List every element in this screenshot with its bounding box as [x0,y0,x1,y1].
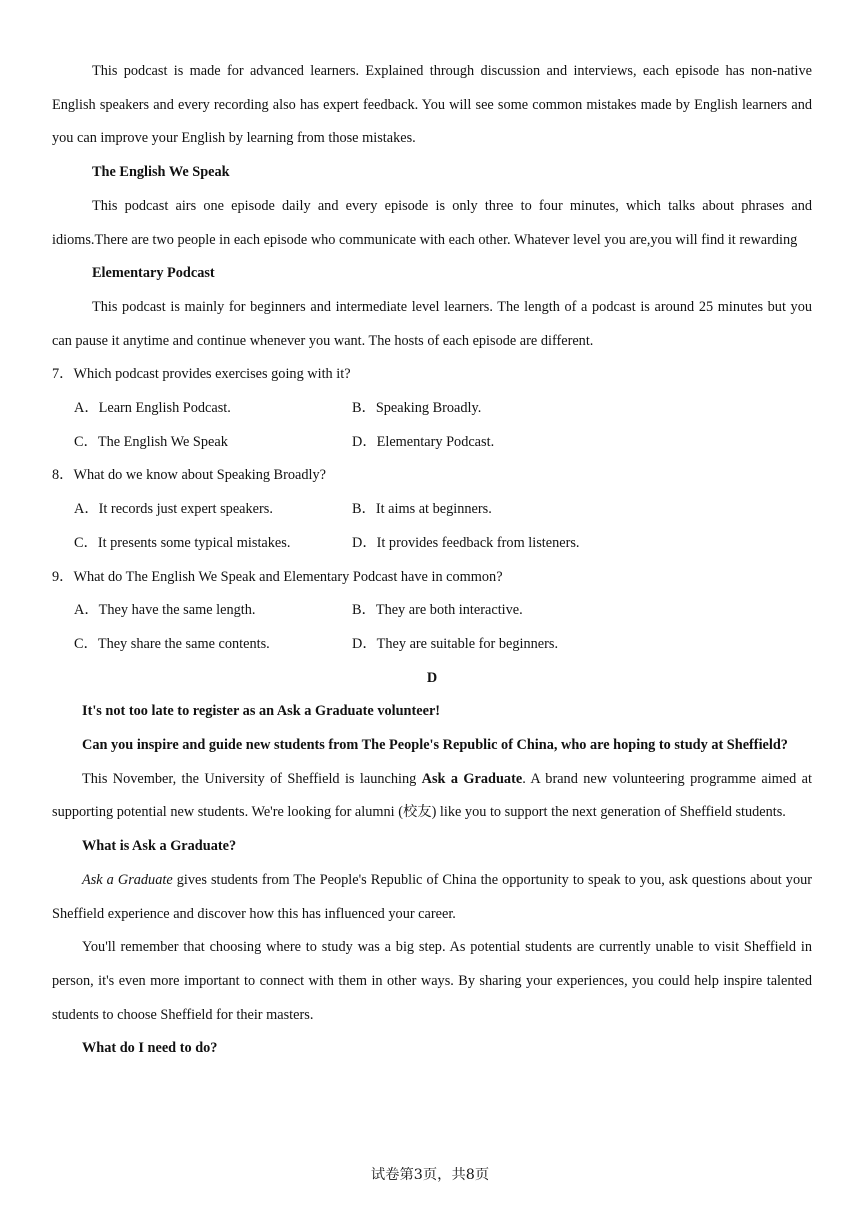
section-d-paragraph-2 [52,864,812,931]
question-8-options-row-2 [52,527,812,561]
ask-a-graduate-italic: Ask a Graduate [82,871,173,888]
question-7-option-a: A．Learn English Podcast. [74,400,231,417]
question-8-options-row-1 [52,493,812,527]
question-9-options-row-2 [52,628,812,662]
question-8-option-b: B．It aims at beginners. [352,501,492,518]
question-7-option-b: B．Speaking Broadly. [352,400,482,417]
question-7-stem: 7．Which podcast provides exercises going with it? [52,366,351,383]
podcast-intro-paragraph: This podcast is made for advanced learners. Explained through discussion and interviews, each episode has non-native English speakers and every recording also has expert feedback. You will see some common mistakes made by English learners and you can improve your English by learning from those mistakes. [52,63,812,147]
question-7-options-row-2 [52,426,812,460]
question-9-option-b: B．They are both interactive. [352,602,523,619]
question-9-option-a: A．They have the same length. [74,602,256,619]
question-8-option-c: C．It presents some typical mistakes. [74,534,291,551]
heading-what-is-ask-a-graduate: What is Ask a Graduate? [82,838,237,855]
section-d-subheadline: Can you inspire and guide new students from The People's Republic of China, who are hoping to study at Sheffield? [82,737,788,754]
heading-what-do-i-need-to-do: What do I need to do? [82,1040,218,1057]
elementary-podcast-paragraph: This podcast is mainly for beginners and intermediate level learners. The length of a podcast is around 25 minutes but you can pause it anytime and continue whenever you want. The hosts of each episode are different. [52,298,812,349]
question-9-option-d: D．They are suitable for beginners. [352,635,559,652]
section-d-paragraph-3: You'll remember that choosing where to study was a big step. As potential students are currently unable to visit Sheffield in person, it's even more important to connect with them in other ways. By sharing your experiences, you could help inspire talented students to choose Sheffield for their masters. [52,939,812,1023]
paragraph-1-text-start: This November, the University of Sheffield is launching [82,770,422,787]
question-9-options-row-1 [52,594,812,628]
ask-a-graduate-bold: Ask a Graduate [421,770,523,787]
section-d-paragraph-1 [52,763,812,830]
page-footer: 试卷第3页，共8页 [370,1167,490,1183]
question-8-option-a: A．It records just expert speakers. [74,501,273,518]
paragraph-1-text-end: . A brand new volunteering programme aimed at supporting potential new students. We're looking for alumni (校友) like you to support the next generation of Sheffield students. [52,770,813,821]
question-7-options-row-1 [52,392,812,426]
question-7-option-d: D．Elementary Podcast. [352,433,495,450]
exam-page [52,55,812,1066]
paragraph-2-text: gives students from The People's Republic of China the opportunity to speak to you, ask questions about your Sheffield experience and discover how this has influenced your career. [52,871,812,922]
section-d-headline: It's not too late to register as an Ask a Graduate volunteer! [82,703,441,720]
question-7-option-c: C．The English We Speak [74,433,228,450]
question-8-option-d: D．It provides feedback from listeners. [352,534,580,551]
heading-the-english-we-speak: The English We Speak [92,164,230,181]
heading-elementary-podcast: Elementary Podcast [92,265,215,282]
question-8-stem: 8．What do we know about Speaking Broadly? [52,467,326,484]
english-we-speak-paragraph: This podcast airs one episode daily and every episode is only three to four minutes, which talks about phrases and idioms.There are two people in each episode who communicate with each other. Whatever level you are,you will find it rewarding [52,197,812,248]
section-d-label: D [426,669,438,686]
question-9-stem: 9．What do The English We Speak and Elementary Podcast have in common? [52,568,503,585]
question-9-option-c: C．They share the same contents. [74,635,270,652]
